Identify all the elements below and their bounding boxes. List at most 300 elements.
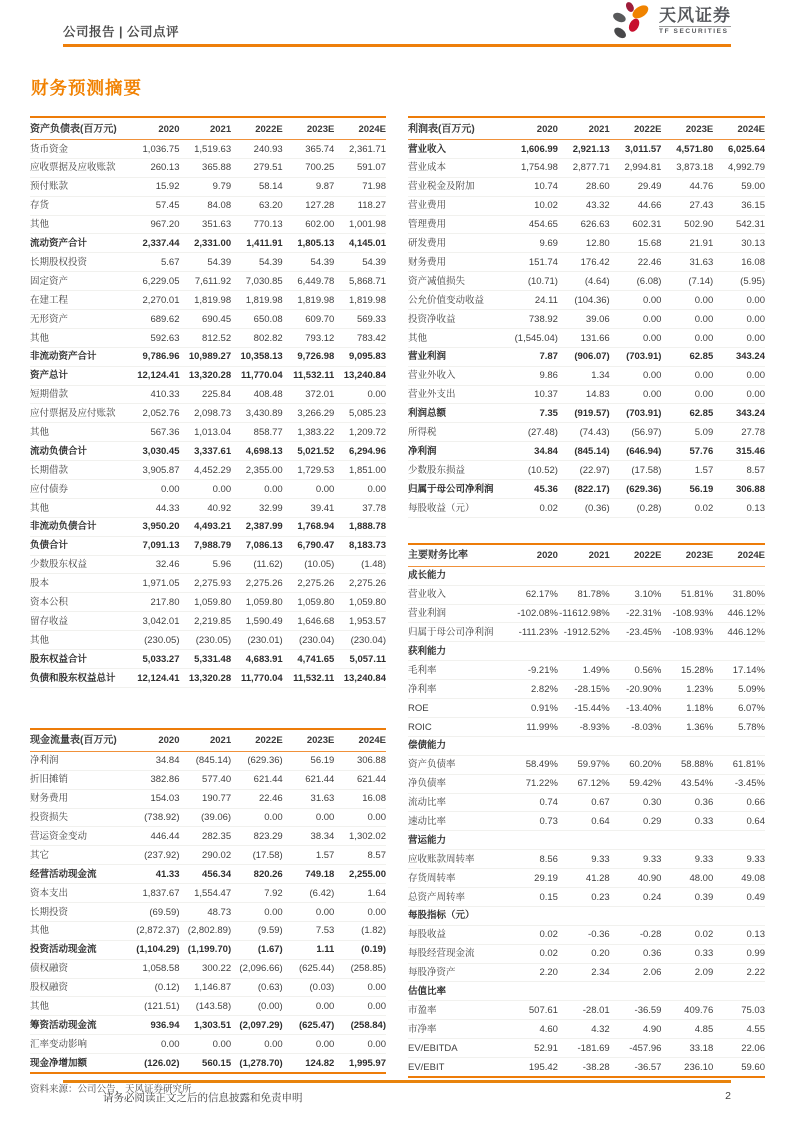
cell-value: 62.85 — [661, 404, 713, 423]
cell-value: (258.84) — [334, 1016, 386, 1035]
cell-value: 21.91 — [661, 234, 713, 253]
cell-value: 1.64 — [334, 884, 386, 903]
cell-value: (1,278.70) — [231, 1054, 283, 1073]
cell-value: 0.00 — [283, 902, 335, 921]
row-label: 在建工程 — [30, 291, 128, 310]
cell-value — [610, 566, 662, 585]
table-row — [30, 442, 386, 461]
cell-value: 0.00 — [128, 1035, 180, 1054]
table-header-row — [30, 729, 386, 752]
cell-value: (230.01) — [231, 631, 283, 650]
cell-value: 1,059.80 — [231, 593, 283, 612]
row-label: 财务费用 — [408, 253, 506, 272]
cell-value: 54.39 — [334, 253, 386, 272]
row-label: 净利润 — [408, 442, 506, 461]
cell-value: 4,992.79 — [713, 158, 765, 177]
cell-value: 260.13 — [128, 158, 180, 177]
cell-value — [558, 906, 610, 925]
cell-value: 0.00 — [180, 1035, 232, 1054]
cell-value: (230.05) — [180, 631, 232, 650]
row-label: 其他 — [30, 997, 128, 1016]
row-label: EV/EBIT — [408, 1057, 506, 1076]
cell-value: (0.36) — [558, 498, 610, 517]
table-row — [408, 944, 765, 963]
right-column — [408, 116, 765, 1095]
table-row — [408, 604, 765, 623]
row-label: 利润总额 — [408, 404, 506, 423]
cell-value: 59.97% — [558, 755, 610, 774]
cell-value: 812.52 — [180, 328, 232, 347]
cell-value: 10,989.27 — [180, 347, 232, 366]
cell-value: 62.85 — [661, 347, 713, 366]
cell-value — [713, 736, 765, 755]
cell-value: 690.45 — [180, 310, 232, 329]
year-column-header: 2022E — [231, 117, 283, 140]
cell-value: 0.00 — [610, 291, 662, 310]
cell-value: 1,606.99 — [506, 140, 558, 159]
row-label: 应付债券 — [30, 480, 128, 499]
cell-value: 13,320.28 — [180, 668, 232, 687]
cell-value: 626.63 — [558, 215, 610, 234]
cell-value: 749.18 — [283, 865, 335, 884]
table-row — [408, 925, 765, 944]
cell-value: 0.00 — [283, 480, 335, 499]
cell-value — [506, 566, 558, 585]
table-row — [408, 717, 765, 736]
table-row — [408, 1020, 765, 1039]
cell-value: 3,950.20 — [128, 517, 180, 536]
cell-value: 0.00 — [713, 328, 765, 347]
cell-value: (104.36) — [558, 291, 610, 310]
cell-value: (10.52) — [506, 461, 558, 480]
cell-value: 45.36 — [506, 480, 558, 499]
cell-value: (625.44) — [283, 959, 335, 978]
cell-value: 5,057.11 — [334, 650, 386, 669]
tf-securities-logo — [611, 0, 731, 42]
cell-value: -38.28 — [558, 1057, 610, 1076]
table-row — [30, 328, 386, 347]
page-header — [63, 0, 731, 42]
cell-value: 0.00 — [334, 902, 386, 921]
row-label: 现金净增加额 — [30, 1054, 128, 1073]
cell-value — [713, 982, 765, 1001]
table-row — [408, 1039, 765, 1058]
cell-value: 34.84 — [128, 751, 180, 770]
cell-value: 127.28 — [283, 196, 335, 215]
cell-value: -36.59 — [610, 1001, 662, 1020]
cell-value: 279.51 — [231, 158, 283, 177]
cell-value: (10.71) — [506, 272, 558, 291]
cell-value — [610, 906, 662, 925]
cell-value: 1,013.04 — [180, 423, 232, 442]
cell-value — [661, 982, 713, 1001]
row-label: 负债合计 — [30, 536, 128, 555]
cell-value: 5.67 — [128, 253, 180, 272]
cell-value: 34.84 — [506, 442, 558, 461]
cell-value: (9.59) — [231, 921, 283, 940]
cell-value: 689.62 — [128, 310, 180, 329]
row-label: 毛利率 — [408, 661, 506, 680]
ratios-table — [408, 543, 765, 1078]
source-note: 资料来源：公司公告，天风证券研究所 — [30, 1083, 192, 1095]
cell-value: 0.13 — [713, 498, 765, 517]
row-label: 非流动资产合计 — [30, 347, 128, 366]
cell-value: 0.13 — [713, 925, 765, 944]
year-column-header: 2021 — [558, 117, 610, 140]
table-row — [408, 442, 765, 461]
table-row — [30, 140, 386, 159]
cell-value: 59.42% — [610, 774, 662, 793]
table-row — [408, 461, 765, 480]
cell-value: (1,545.04) — [506, 328, 558, 347]
table-row — [30, 347, 386, 366]
row-label: 折旧摊销 — [30, 770, 128, 789]
table-row — [30, 291, 386, 310]
cell-value: 282.35 — [180, 827, 232, 846]
row-label: 成长能力 — [408, 566, 506, 585]
cell-value: 56.19 — [661, 480, 713, 499]
cell-value: 2,921.13 — [558, 140, 610, 159]
row-label: 归属于母公司净利润 — [408, 480, 506, 499]
cell-value: 306.88 — [713, 480, 765, 499]
cell-value: 118.27 — [334, 196, 386, 215]
cell-value: 1.49% — [558, 661, 610, 680]
cell-value: 131.66 — [558, 328, 610, 347]
cell-value: (1.82) — [334, 921, 386, 940]
table-row — [408, 310, 765, 329]
row-label: 净负债率 — [408, 774, 506, 793]
cell-value: 967.20 — [128, 215, 180, 234]
cell-value: (629.36) — [610, 480, 662, 499]
cell-value — [713, 906, 765, 925]
row-label: 少数股东权益 — [30, 555, 128, 574]
cell-value: (237.92) — [128, 846, 180, 865]
cell-value: 3,266.29 — [283, 404, 335, 423]
row-label: 资产负债率 — [408, 755, 506, 774]
cell-value: 2,275.26 — [334, 574, 386, 593]
logo-petals-icon — [611, 0, 653, 42]
cell-value: 9.33 — [610, 850, 662, 869]
cell-value: 2,255.00 — [334, 865, 386, 884]
cell-value: 456.34 — [180, 865, 232, 884]
table-row — [30, 751, 386, 770]
cell-value: 2,275.93 — [180, 574, 232, 593]
cell-value: 5,033.27 — [128, 650, 180, 669]
table-row — [408, 963, 765, 982]
cell-value: 502.90 — [661, 215, 713, 234]
cell-value: 5.78% — [713, 717, 765, 736]
row-label: 营业外支出 — [408, 385, 506, 404]
cell-value: 0.73 — [506, 812, 558, 831]
cell-value: 15.28% — [661, 661, 713, 680]
cell-value: 0.20 — [558, 944, 610, 963]
cell-value — [661, 906, 713, 925]
cell-value: 2,275.26 — [283, 574, 335, 593]
table-row — [30, 902, 386, 921]
cell-value: 0.00 — [283, 997, 335, 1016]
cell-value: 936.94 — [128, 1016, 180, 1035]
row-label: 投资净收益 — [408, 310, 506, 329]
cell-value: 12,124.41 — [128, 366, 180, 385]
row-label: 股东权益合计 — [30, 650, 128, 669]
cell-value: (6.42) — [283, 884, 335, 903]
cell-value: 1,001.98 — [334, 215, 386, 234]
year-column-header: 2021 — [558, 544, 610, 567]
cell-value: 176.42 — [558, 253, 610, 272]
cell-value: 8.56 — [506, 850, 558, 869]
cell-value: -108.93% — [661, 623, 713, 642]
cell-value: 1.36% — [661, 717, 713, 736]
cell-value: 4,683.91 — [231, 650, 283, 669]
row-label: 营业收入 — [408, 140, 506, 159]
cell-value: 0.02 — [661, 925, 713, 944]
cell-value: 343.24 — [713, 347, 765, 366]
row-label: ROIC — [408, 717, 506, 736]
table-row — [30, 574, 386, 593]
cell-value: 4,145.01 — [334, 234, 386, 253]
cell-value: 0.49 — [713, 887, 765, 906]
cell-value: -108.93% — [661, 604, 713, 623]
table-header-row — [408, 544, 765, 567]
cell-value: 0.74 — [506, 793, 558, 812]
cell-value: 343.24 — [713, 404, 765, 423]
cell-value: 1,819.98 — [180, 291, 232, 310]
cell-value: 22.46 — [231, 789, 283, 808]
cell-value: 609.70 — [283, 310, 335, 329]
cell-value: (121.51) — [128, 997, 180, 1016]
cell-value: (738.92) — [128, 808, 180, 827]
cell-value: 1,554.47 — [180, 884, 232, 903]
cell-value: 700.25 — [283, 158, 335, 177]
row-label: 营业费用 — [408, 196, 506, 215]
cell-value: 2,052.76 — [128, 404, 180, 423]
table-row — [30, 253, 386, 272]
cell-value: 0.15 — [506, 887, 558, 906]
row-label: 负债和股东权益总计 — [30, 668, 128, 687]
cell-value: (11.62) — [231, 555, 283, 574]
row-label: 其他 — [408, 328, 506, 347]
cell-value: 44.66 — [610, 196, 662, 215]
cell-value: 4.32 — [558, 1020, 610, 1039]
table-row — [30, 808, 386, 827]
cell-value: 0.00 — [661, 328, 713, 347]
table-row — [30, 650, 386, 669]
cell-value: -28.15% — [558, 680, 610, 699]
cell-value — [506, 906, 558, 925]
cell-value: 33.18 — [661, 1039, 713, 1058]
year-column-header: 2023E — [283, 729, 335, 752]
cell-value — [506, 982, 558, 1001]
cell-value — [558, 642, 610, 661]
cell-value: 9.87 — [283, 177, 335, 196]
cell-value: (703.91) — [610, 404, 662, 423]
cell-value: 0.02 — [506, 944, 558, 963]
table-row — [30, 196, 386, 215]
cell-value: 16.08 — [334, 789, 386, 808]
cell-value: 8,183.73 — [334, 536, 386, 555]
cell-value: -15.44% — [558, 699, 610, 718]
section-row — [408, 831, 765, 850]
cell-value: 1,888.78 — [334, 517, 386, 536]
cell-value — [610, 831, 662, 850]
logo-name: 天风证券 — [659, 6, 731, 25]
table-row — [408, 480, 765, 499]
cell-value: 30.13 — [713, 234, 765, 253]
cell-value: 9.33 — [558, 850, 610, 869]
cell-value: 48.00 — [661, 869, 713, 888]
table-row — [30, 846, 386, 865]
cell-value: (17.58) — [610, 461, 662, 480]
table-row — [408, 1001, 765, 1020]
cell-value: (5.95) — [713, 272, 765, 291]
cell-value: 5,021.52 — [283, 442, 335, 461]
cell-value: (0.12) — [128, 978, 180, 997]
cell-value: 4.60 — [506, 1020, 558, 1039]
cell-value: (6.08) — [610, 272, 662, 291]
cell-value: 0.00 — [334, 480, 386, 499]
cell-value: 2.22 — [713, 963, 765, 982]
table-row — [408, 404, 765, 423]
cell-value: 58.14 — [231, 177, 283, 196]
cell-value — [713, 566, 765, 585]
year-column-header: 2020 — [128, 117, 180, 140]
row-label: 投资活动现金流 — [30, 940, 128, 959]
cell-value: (0.00) — [231, 997, 283, 1016]
table-header-row — [408, 117, 765, 140]
cell-value: (230.04) — [334, 631, 386, 650]
cell-value: 770.13 — [231, 215, 283, 234]
cell-value: 2.82% — [506, 680, 558, 699]
table-title: 现金流量表(百万元) — [30, 729, 128, 752]
cell-value: 820.26 — [231, 865, 283, 884]
cell-value: -102.08% — [506, 604, 558, 623]
row-label: 存货周转率 — [408, 869, 506, 888]
row-label: 留存收益 — [30, 612, 128, 631]
year-column-header: 2023E — [661, 544, 713, 567]
table-row — [30, 517, 386, 536]
cell-value: -8.03% — [610, 717, 662, 736]
cell-value — [506, 831, 558, 850]
cell-value: 351.63 — [180, 215, 232, 234]
cell-value: (143.58) — [180, 997, 232, 1016]
cell-value: 7.87 — [506, 347, 558, 366]
header-divider — [63, 44, 731, 47]
cell-value: 12.80 — [558, 234, 610, 253]
cell-value: 54.39 — [283, 253, 335, 272]
cell-value: 58.88% — [661, 755, 713, 774]
section-row — [408, 736, 765, 755]
cell-value: 1,953.57 — [334, 612, 386, 631]
table-row — [30, 480, 386, 499]
cell-value: 0.00 — [661, 291, 713, 310]
cell-value: 0.39 — [661, 887, 713, 906]
year-column-header: 2023E — [661, 117, 713, 140]
row-label: 汇率变动影响 — [30, 1035, 128, 1054]
cell-value — [713, 642, 765, 661]
row-label: 净利率 — [408, 680, 506, 699]
cell-value: 5.09% — [713, 680, 765, 699]
row-label: 固定资产 — [30, 272, 128, 291]
cell-value: -20.90% — [610, 680, 662, 699]
cell-value: 51.81% — [661, 585, 713, 604]
cell-value: (703.91) — [610, 347, 662, 366]
cell-value: 2,098.73 — [180, 404, 232, 423]
row-label: 资产总计 — [30, 366, 128, 385]
table-row — [30, 215, 386, 234]
cell-value: 2,877.71 — [558, 158, 610, 177]
cell-value: 13,320.28 — [180, 366, 232, 385]
cell-value: 4.85 — [661, 1020, 713, 1039]
cell-value: 2,361.71 — [334, 140, 386, 159]
cell-value: 591.07 — [334, 158, 386, 177]
cell-value: 3,337.61 — [180, 442, 232, 461]
cell-value — [713, 831, 765, 850]
section-row — [408, 906, 765, 925]
cell-value — [506, 736, 558, 755]
cell-value: 0.00 — [661, 385, 713, 404]
table-row — [408, 1057, 765, 1076]
table-row — [30, 997, 386, 1016]
cell-value: -0.28 — [610, 925, 662, 944]
cell-value: 24.11 — [506, 291, 558, 310]
row-label: 研发费用 — [408, 234, 506, 253]
footer-divider — [63, 1080, 731, 1083]
row-label: ROE — [408, 699, 506, 718]
cell-value: 31.63 — [661, 253, 713, 272]
row-label: 应收账款周转率 — [408, 850, 506, 869]
row-label: 非流动负债合计 — [30, 517, 128, 536]
cell-value: 1,058.58 — [128, 959, 180, 978]
cell-value: 22.46 — [610, 253, 662, 272]
table-header-row — [30, 117, 386, 140]
cell-value: 3,430.89 — [231, 404, 283, 423]
table-row — [30, 770, 386, 789]
row-label: 每股收益（元） — [408, 498, 506, 517]
row-label: 资产减值损失 — [408, 272, 506, 291]
cell-value — [558, 566, 610, 585]
cell-value: 858.77 — [231, 423, 283, 442]
cell-value: 4.90 — [610, 1020, 662, 1039]
cell-value: 0.56% — [610, 661, 662, 680]
cell-value: 52.91 — [506, 1039, 558, 1058]
table-row — [30, 978, 386, 997]
cell-value: 151.74 — [506, 253, 558, 272]
table-row — [30, 1016, 386, 1035]
table-row — [30, 423, 386, 442]
cell-value: 3,905.87 — [128, 461, 180, 480]
cell-value: 9,786.96 — [128, 347, 180, 366]
table-row — [30, 631, 386, 650]
table-row — [408, 680, 765, 699]
row-label: 无形资产 — [30, 310, 128, 329]
left-column — [30, 116, 386, 1095]
cell-value: 0.00 — [180, 480, 232, 499]
cell-value: -111.23% — [506, 623, 558, 642]
table-row — [408, 366, 765, 385]
cell-value: (1,104.29) — [128, 940, 180, 959]
cell-value: 602.00 — [283, 215, 335, 234]
row-label: EV/EBITDA — [408, 1039, 506, 1058]
table-row — [30, 593, 386, 612]
cell-value — [661, 831, 713, 850]
cell-value: 454.65 — [506, 215, 558, 234]
row-label: 其它 — [30, 846, 128, 865]
table-row — [30, 555, 386, 574]
cell-value: 306.88 — [334, 751, 386, 770]
cell-value: 602.31 — [610, 215, 662, 234]
cell-value: 1,851.00 — [334, 461, 386, 480]
cell-value: 1,729.53 — [283, 461, 335, 480]
